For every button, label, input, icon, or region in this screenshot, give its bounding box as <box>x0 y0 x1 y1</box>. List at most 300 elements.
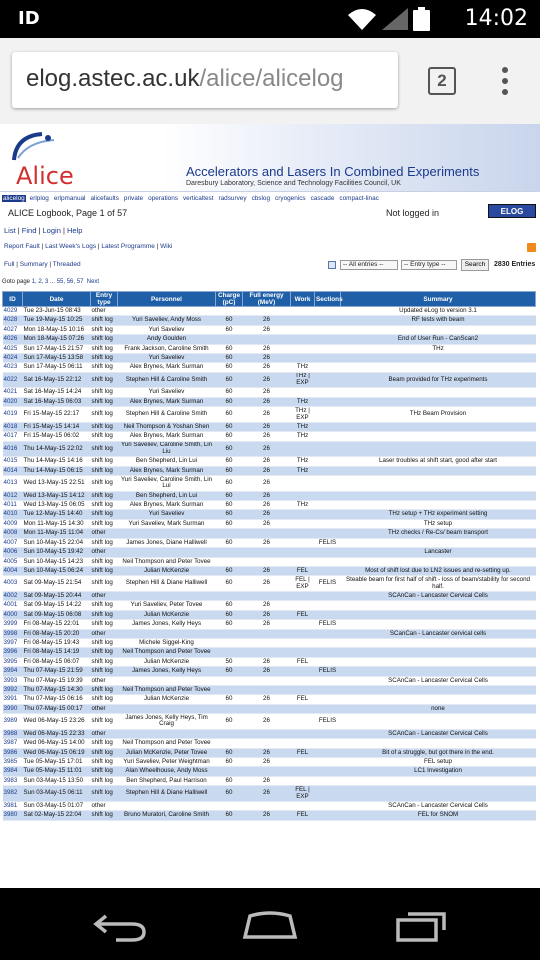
entry-type-select[interactable]: -- Entry type -- <box>401 260 457 270</box>
cell-personnel: Yuri Saveliev, Andy Moss <box>118 316 216 325</box>
cell-work <box>291 557 315 566</box>
cell-id[interactable]: 3984 <box>3 767 23 776</box>
cell-summary: LC1 Investigation <box>341 767 536 776</box>
cell-energy: 26 <box>243 441 291 457</box>
cell-work <box>291 307 315 316</box>
cell-personnel: Alex Brynes, Mark Surman <box>118 466 216 475</box>
cell-sections <box>315 657 341 666</box>
cell-work <box>291 739 315 748</box>
cell-personnel: Bruno Muratori, Caroline Smith <box>118 811 216 820</box>
find-link[interactable]: Find <box>21 226 37 235</box>
cell-sections <box>315 557 341 566</box>
cell-id[interactable]: 4014 <box>3 466 23 475</box>
cell-sections <box>315 519 341 528</box>
cell-energy <box>243 307 291 316</box>
cell-id[interactable]: 4026 <box>3 335 23 344</box>
col-summary[interactable]: Summary <box>341 292 536 307</box>
cell-charge: 60 <box>216 610 243 619</box>
cell-personnel: Ben Shepherd, Lin Lui <box>118 491 216 500</box>
cell-energy <box>243 704 291 713</box>
nav-compact-linac[interactable]: compact-linac <box>339 195 379 202</box>
cell-id[interactable]: 3982 <box>3 786 23 802</box>
cell-summary: THz setup + THz experiment setting <box>341 510 536 519</box>
cell-energy <box>243 801 291 810</box>
cell-charge: 60 <box>216 457 243 466</box>
cell-date: Wed 13-May-15 22:51 <box>23 476 91 492</box>
cell-charge: 60 <box>216 466 243 475</box>
cell-summary: SCAnCan - Lancaster Cervical Cells <box>341 591 536 600</box>
clock: 14:02 <box>464 6 528 31</box>
nav-private[interactable]: private <box>123 195 144 202</box>
nav-erlpmanual[interactable]: erlpmanual <box>53 195 86 202</box>
cell-charge <box>216 729 243 738</box>
cell-summary: Updated eLog to version 3.1 <box>341 307 536 316</box>
cell-energy: 26 <box>243 372 291 388</box>
cell-personnel: Stephen Hill & Diane Halliwell <box>118 576 216 592</box>
cell-sections <box>315 648 341 657</box>
cell-personnel: Alex Brynes, Mark Surman <box>118 397 216 406</box>
table-row[interactable] <box>3 801 536 810</box>
cell-work <box>291 638 315 647</box>
cell-date: Sat 16-May-15 14:24 <box>23 388 91 397</box>
table-row[interactable] <box>3 519 536 528</box>
table-row[interactable] <box>3 476 536 492</box>
table-row[interactable] <box>3 457 536 466</box>
cell-work <box>291 801 315 810</box>
next-page-link[interactable]: Next <box>86 279 100 285</box>
cell-id[interactable]: 4010 <box>3 510 23 519</box>
cell-sections: FELIS <box>315 714 341 730</box>
cell-energy: 26 <box>243 325 291 334</box>
cell-summary <box>341 354 536 363</box>
table-row[interactable] <box>3 776 536 785</box>
cell-id[interactable]: 4013 <box>3 476 23 492</box>
table-row[interactable] <box>3 501 536 510</box>
goto-label: Goto page <box>2 279 31 285</box>
cell-energy: 26 <box>243 538 291 547</box>
list-link[interactable]: List <box>4 226 16 235</box>
cell-id[interactable]: 4021 <box>3 388 23 397</box>
cell-work <box>291 676 315 685</box>
cell-summary <box>341 657 536 666</box>
cell-personnel <box>118 801 216 810</box>
rss-icon[interactable] <box>527 243 536 252</box>
cell-id[interactable]: 4018 <box>3 422 23 431</box>
cell-charge <box>216 591 243 600</box>
table-row[interactable] <box>3 363 536 372</box>
cell-id[interactable]: 4019 <box>3 407 23 423</box>
cell-personnel: James Jones, Kelly Heys, Tim Craig <box>118 714 216 730</box>
cell-summary <box>341 610 536 619</box>
cell-id[interactable]: 4007 <box>3 538 23 547</box>
cell-id[interactable]: 3981 <box>3 801 23 810</box>
table-row[interactable] <box>3 432 536 441</box>
cell-sections <box>315 457 341 466</box>
cell-id[interactable]: 3986 <box>3 748 23 757</box>
cell-id[interactable]: 4000 <box>3 610 23 619</box>
cell-summary: End of User Run - CanScan2 <box>341 335 536 344</box>
cell-entry-type: shift log <box>91 372 118 388</box>
url-host: elog.astec.ac.uk <box>26 65 200 92</box>
battery-icon <box>413 7 430 31</box>
cell-energy: 26 <box>243 576 291 592</box>
view-full-link[interactable]: Full <box>4 261 15 268</box>
cell-date: Fri 15-May-15 22:17 <box>23 407 91 423</box>
cell-summary: Bit of a struggle, but got there in the end. <box>341 748 536 757</box>
cell-id[interactable]: 4024 <box>3 354 23 363</box>
cell-id[interactable]: 4023 <box>3 363 23 372</box>
cell-id[interactable]: 3990 <box>3 704 23 713</box>
cell-work <box>291 510 315 519</box>
table-row[interactable] <box>3 566 536 575</box>
elog-logo: ELOG <box>488 204 536 218</box>
nav-cryogenics[interactable]: cryogenics <box>275 195 306 202</box>
cell-entry-type: shift log <box>91 748 118 757</box>
cell-entry-type: shift log <box>91 557 118 566</box>
cell-sections <box>315 432 341 441</box>
cell-summary: THz Beam Provision <box>341 407 536 423</box>
cell-id[interactable]: 3999 <box>3 620 23 629</box>
cell-summary <box>341 667 536 676</box>
cell-summary: THz setup <box>341 519 536 528</box>
cell-personnel: Yuri Saveliev <box>118 510 216 519</box>
col-date[interactable]: Date <box>23 292 91 307</box>
cell-id[interactable]: 3997 <box>3 638 23 647</box>
cell-entry-type: shift log <box>91 354 118 363</box>
cell-charge <box>216 676 243 685</box>
home-icon[interactable] <box>242 910 298 940</box>
table-row[interactable] <box>3 407 536 423</box>
cell-sections <box>315 491 341 500</box>
cell-personnel: Alex Brynes, Mark Surman <box>118 501 216 510</box>
table-row[interactable] <box>3 739 536 748</box>
table-row[interactable] <box>3 576 536 592</box>
nav-verticaltest[interactable]: verticaltest <box>182 195 214 202</box>
cell-sections <box>315 372 341 388</box>
cell-id[interactable]: 3985 <box>3 758 23 767</box>
cell-sections <box>315 676 341 685</box>
table-row[interactable] <box>3 629 536 638</box>
table-row[interactable] <box>3 610 536 619</box>
cell-id[interactable]: 3989 <box>3 714 23 730</box>
table-row[interactable] <box>3 758 536 767</box>
cell-id[interactable]: 3987 <box>3 739 23 748</box>
cell-energy: 26 <box>243 510 291 519</box>
cell-charge: 60 <box>216 344 243 353</box>
cell-entry-type: shift log <box>91 601 118 610</box>
table-row[interactable] <box>3 667 536 676</box>
cell-date: Fri 08-May-15 06:07 <box>23 657 91 666</box>
cell-charge: 60 <box>216 363 243 372</box>
cell-id[interactable]: 4011 <box>3 501 23 510</box>
status-bar <box>0 0 540 38</box>
cell-id[interactable]: 4012 <box>3 491 23 500</box>
cell-personnel: Yuri Saveliev <box>118 354 216 363</box>
cell-id[interactable]: 4016 <box>3 441 23 457</box>
table-row[interactable] <box>3 529 536 538</box>
login-link[interactable]: Login <box>42 226 61 235</box>
table-row[interactable] <box>3 748 536 757</box>
table-row[interactable] <box>3 354 536 363</box>
cell-summary: SCAnCan - Lancaster Cervical Cells <box>341 729 536 738</box>
cell-date: Sun 03-May-15 06:11 <box>23 786 91 802</box>
cell-id[interactable]: 3991 <box>3 695 23 704</box>
cell-id[interactable]: 3993 <box>3 676 23 685</box>
nav-erlplog[interactable]: erlplog <box>29 195 49 202</box>
cell-energy: 26 <box>243 748 291 757</box>
cell-entry-type: other <box>91 529 118 538</box>
cell-entry-type: shift log <box>91 397 118 406</box>
logbook-nav <box>2 195 538 205</box>
cell-id[interactable]: 4009 <box>3 519 23 528</box>
cell-personnel: Neil Thompson and Peter Tovee <box>118 685 216 694</box>
table-row[interactable] <box>3 397 536 406</box>
table-row[interactable] <box>3 685 536 694</box>
cell-date: Sun 17-May-15 13:58 <box>23 354 91 363</box>
table-row[interactable] <box>3 591 536 600</box>
cell-id[interactable]: 4017 <box>3 432 23 441</box>
cell-summary <box>341 739 536 748</box>
table-row[interactable] <box>3 657 536 666</box>
cell-charge: 60 <box>216 748 243 757</box>
cell-date: Thu 07-May-15 06:16 <box>23 695 91 704</box>
cell-id[interactable]: 3983 <box>3 776 23 785</box>
table-row[interactable] <box>3 441 536 457</box>
table-row[interactable] <box>3 704 536 713</box>
cell-date: Sun 10-May-15 06:24 <box>23 566 91 575</box>
cell-id[interactable]: 4025 <box>3 344 23 353</box>
table-row[interactable] <box>3 676 536 685</box>
cell-date: Wed 06-May-15 14:00 <box>23 739 91 748</box>
cell-entry-type: shift log <box>91 344 118 353</box>
page-links[interactable]: 1, 2, 3 ... 55, 56, 57 <box>31 279 84 285</box>
cell-id[interactable]: 4003 <box>3 576 23 592</box>
cell-id[interactable]: 4022 <box>3 372 23 388</box>
cell-personnel: Neil Thompson and Peter Tovee <box>118 557 216 566</box>
cell-work: FEL <box>291 610 315 619</box>
cell-charge: 60 <box>216 510 243 519</box>
table-row[interactable] <box>3 316 536 325</box>
cell-date: Thu 07-May-15 21:59 <box>23 667 91 676</box>
cell-summary <box>341 432 536 441</box>
cell-charge <box>216 529 243 538</box>
address-bar[interactable] <box>12 52 398 108</box>
cell-charge: 60 <box>216 758 243 767</box>
wiki-link[interactable]: Wiki <box>160 243 173 250</box>
latest-programme-link[interactable]: Latest Programme <box>101 243 155 250</box>
cell-entry-type: shift log <box>91 466 118 475</box>
cell-summary <box>341 786 536 802</box>
cell-summary <box>341 538 536 547</box>
cell-energy: 26 <box>243 354 291 363</box>
cell-work <box>291 529 315 538</box>
view-summary-link[interactable]: Summary <box>19 261 48 268</box>
cell-id[interactable]: 4020 <box>3 397 23 406</box>
cell-charge <box>216 685 243 694</box>
cell-id[interactable]: 3998 <box>3 629 23 638</box>
cell-id[interactable]: 4027 <box>3 325 23 334</box>
cell-sections <box>315 466 341 475</box>
col-sections[interactable]: Sections <box>315 292 341 307</box>
cell-id[interactable]: 3995 <box>3 657 23 666</box>
cell-energy: 26 <box>243 786 291 802</box>
nav-radsurvey[interactable]: radsurvey <box>218 195 247 202</box>
table-row[interactable] <box>3 729 536 738</box>
cell-date: Tue 12-May-15 14:40 <box>23 510 91 519</box>
table-row[interactable] <box>3 466 536 475</box>
cell-id[interactable]: 3996 <box>3 648 23 657</box>
table-row[interactable] <box>3 767 536 776</box>
cell-personnel: Yuri Saveliev, Mark Surman <box>118 519 216 528</box>
table-row[interactable] <box>3 648 536 657</box>
cell-sections <box>315 801 341 810</box>
table-row[interactable] <box>3 307 536 316</box>
cell-energy: 26 <box>243 695 291 704</box>
cell-personnel: Alan Wheelhouse, Andy Moss <box>118 767 216 776</box>
cell-energy <box>243 548 291 557</box>
cell-work: THz <box>291 363 315 372</box>
cell-charge <box>216 307 243 316</box>
cell-sections <box>315 407 341 423</box>
cell-work: FEL <box>291 811 315 820</box>
cell-entry-type: shift log <box>91 501 118 510</box>
search-button[interactable]: Search <box>461 259 489 271</box>
cell-date: Sun 10-May-15 22:04 <box>23 538 91 547</box>
help-link[interactable]: Help <box>67 226 83 235</box>
table-row[interactable] <box>3 714 536 730</box>
cell-charge: 60 <box>216 714 243 730</box>
cell-personnel: James Jones, Kelly Heys <box>118 667 216 676</box>
cell-work: THz <box>291 466 315 475</box>
table-row[interactable] <box>3 695 536 704</box>
cell-date: Mon 11-May-15 14:30 <box>23 519 91 528</box>
nav-cbslog[interactable]: cbslog <box>251 195 271 202</box>
table-row[interactable] <box>3 811 536 820</box>
table-row[interactable] <box>3 325 536 334</box>
cell-id[interactable]: 4015 <box>3 457 23 466</box>
cell-work <box>291 767 315 776</box>
cell-date: Fri 15-May-15 06:02 <box>23 432 91 441</box>
cell-id[interactable]: 4004 <box>3 566 23 575</box>
edit-icon[interactable] <box>328 261 336 269</box>
table-row[interactable] <box>3 372 536 388</box>
report-fault-link[interactable]: Report Fault <box>4 243 40 250</box>
table-row[interactable] <box>3 601 536 610</box>
col-work[interactable]: Work <box>291 292 315 307</box>
cell-id[interactable]: 4006 <box>3 548 23 557</box>
cell-sections <box>315 325 341 334</box>
back-icon[interactable] <box>92 910 148 942</box>
cell-entry-type: shift log <box>91 363 118 372</box>
cell-entry-type: shift log <box>91 432 118 441</box>
cell-charge: 50 <box>216 657 243 666</box>
browser-toolbar <box>0 38 540 124</box>
cell-sections <box>315 397 341 406</box>
cell-id[interactable]: 3994 <box>3 667 23 676</box>
table-row[interactable] <box>3 491 536 500</box>
cell-energy <box>243 591 291 600</box>
table-row[interactable] <box>3 548 536 557</box>
cell-sections <box>315 316 341 325</box>
cell-sections: FELIS <box>315 620 341 629</box>
cell-id[interactable]: 3980 <box>3 811 23 820</box>
table-row[interactable] <box>3 620 536 629</box>
cell-entry-type: shift log <box>91 407 118 423</box>
table-row[interactable] <box>3 335 536 344</box>
table-row[interactable] <box>3 538 536 547</box>
cell-personnel <box>118 548 216 557</box>
cell-entry-type: shift log <box>91 714 118 730</box>
last-week-link[interactable]: Last Week's Logs <box>45 243 97 250</box>
cell-energy: 26 <box>243 657 291 666</box>
cell-id[interactable]: 4001 <box>3 601 23 610</box>
cell-work <box>291 601 315 610</box>
cell-work <box>291 519 315 528</box>
nav-alicelog[interactable]: alicelog <box>3 195 25 202</box>
cell-sections: FELIS <box>315 667 341 676</box>
cell-summary <box>341 466 536 475</box>
cell-entry-type: other <box>91 676 118 685</box>
cell-sections <box>315 776 341 785</box>
col-entry-type[interactable]: Entry type <box>91 292 118 307</box>
cell-id[interactable]: 4008 <box>3 529 23 538</box>
cell-id[interactable]: 3992 <box>3 685 23 694</box>
view-threaded-link[interactable]: Threaded <box>52 261 81 268</box>
cell-personnel: Julian McKenzie <box>118 610 216 619</box>
table-row[interactable] <box>3 638 536 647</box>
cell-date: Mon 18-May-15 10:16 <box>23 325 91 334</box>
cell-energy: 26 <box>243 667 291 676</box>
table-row[interactable] <box>3 422 536 431</box>
cell-entry-type: other <box>91 307 118 316</box>
nav-alicefaults[interactable]: alicefaults <box>90 195 119 202</box>
cell-energy <box>243 767 291 776</box>
cell-summary <box>341 557 536 566</box>
cell-id[interactable]: 4002 <box>3 591 23 600</box>
cell-entry-type: shift log <box>91 576 118 592</box>
cell-id[interactable]: 4028 <box>3 316 23 325</box>
cell-id[interactable]: 4029 <box>3 307 23 316</box>
cell-energy: 26 <box>243 620 291 629</box>
table-row[interactable] <box>3 388 536 397</box>
cell-summary: Most of shift lost due to LN2 issues and re-setting up. <box>341 566 536 575</box>
cell-personnel <box>118 704 216 713</box>
col-energy[interactable]: Full energy (MeV) <box>243 292 291 307</box>
table-row[interactable] <box>3 344 536 353</box>
cell-charge: 60 <box>216 441 243 457</box>
cell-energy: 26 <box>243 363 291 372</box>
overflow-menu-icon[interactable] <box>498 67 512 97</box>
table-row[interactable] <box>3 510 536 519</box>
col-charge[interactable]: Charge (pC) <box>216 292 243 307</box>
cell-date: Sat 09-May-15 06:08 <box>23 610 91 619</box>
col-personnel[interactable]: Personnel <box>118 292 216 307</box>
cell-summary <box>341 363 536 372</box>
table-row[interactable] <box>3 557 536 566</box>
cell-summary: SCanCan - Lancaster cervical cells <box>341 629 536 638</box>
entries-filter-select[interactable]: -- All entries -- <box>340 260 398 270</box>
cell-id[interactable]: 4005 <box>3 557 23 566</box>
cell-energy: 26 <box>243 388 291 397</box>
recents-icon[interactable] <box>396 908 448 942</box>
table-row[interactable] <box>3 786 536 802</box>
col-id[interactable]: ID <box>3 292 23 307</box>
cell-id[interactable]: 3988 <box>3 729 23 738</box>
nav-cascade[interactable]: cascade <box>310 195 335 202</box>
nav-operations[interactable]: operations <box>148 195 178 202</box>
tab-switcher-button[interactable]: 2 <box>428 67 456 95</box>
cell-work <box>291 491 315 500</box>
